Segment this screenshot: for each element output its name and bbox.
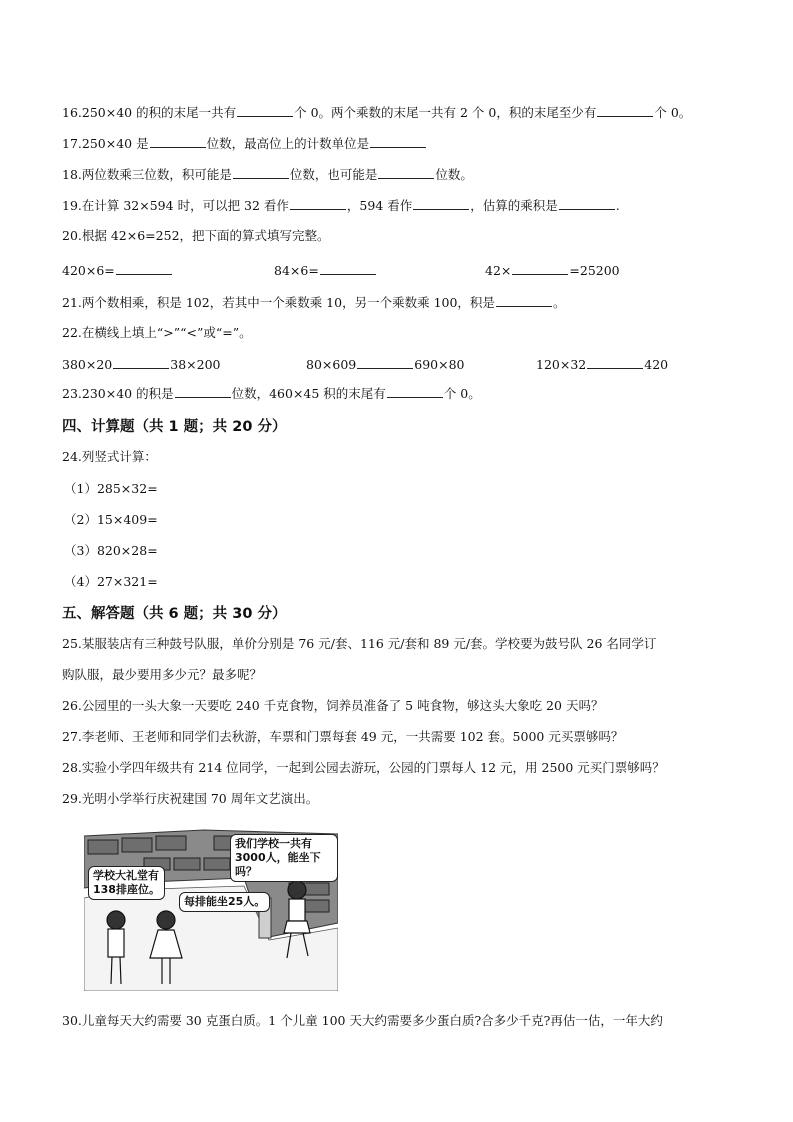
section-4-heading: 四、计算题（共 1 题；共 20 分） bbox=[62, 419, 287, 435]
answer-blank[interactable] bbox=[233, 166, 289, 179]
q24-item-2: （2）15×409= bbox=[64, 512, 158, 527]
q24-item-4: （4）27×321= bbox=[64, 574, 158, 589]
question-25-line-1: 25.某服装店有三种鼓号队服，单价分别是 76 元/套、116 元/套和 89 元/套。学校要为鼓号队 26 名同学订 bbox=[62, 636, 657, 651]
q22-item-2: 80×609 690×80 bbox=[306, 357, 465, 372]
answer-blank[interactable] bbox=[237, 104, 293, 117]
auditorium-illustration bbox=[84, 828, 338, 991]
q22-item-1: 380×20 38×200 bbox=[62, 357, 221, 372]
speech-bubble-3: 我们学校一共有 3000人，能坐下吗？ bbox=[230, 834, 338, 882]
question-18: 18.两位数乘三位数，积可能是 位数，也可能是 位数。 bbox=[62, 167, 473, 182]
answer-blank[interactable] bbox=[496, 294, 552, 307]
answer-blank[interactable] bbox=[413, 197, 469, 210]
speech-bubble-2: 每排能坐25人。 bbox=[179, 892, 270, 912]
answer-blank[interactable] bbox=[378, 166, 434, 179]
answer-blank[interactable] bbox=[113, 356, 169, 369]
answer-blank[interactable] bbox=[150, 135, 206, 148]
question-30: 30.儿童每天大约需要 30 克蛋白质。1 个儿童 100 天大约需要多少蛋白质?合多少千克?再估一估，一年大约 bbox=[62, 1013, 663, 1028]
answer-blank[interactable] bbox=[290, 197, 346, 210]
question-24: 24.列竖式计算： bbox=[62, 449, 157, 464]
question-21: 21.两个数相乘，积是 102，若其中一个乘数乘 10，另一个乘数乘 100，积是 。 bbox=[62, 295, 566, 310]
answer-blank[interactable] bbox=[116, 262, 172, 275]
question-22: 22.在横线上填上“>”“<”或“=”。 bbox=[62, 325, 252, 340]
q20-item-1: 420×6= bbox=[62, 262, 173, 278]
answer-blank[interactable] bbox=[587, 356, 643, 369]
q20-item-2: 84×6= bbox=[274, 262, 377, 278]
question-19: 19.在计算 32×594 时，可以把 32 看作 ，594 看作 ，估算的乘积是 . bbox=[62, 198, 620, 213]
answer-blank[interactable] bbox=[597, 104, 653, 117]
answer-blank[interactable] bbox=[320, 262, 376, 275]
question-16: 16.250×40 的积的末尾一共有 个 0。两个乘数的末尾一共有 2 个 0，积的末尾至少有 个 0。 bbox=[62, 105, 692, 120]
question-20: 20.根据 42×6=252，把下面的算式填写完整。 bbox=[62, 228, 330, 243]
answer-blank[interactable] bbox=[512, 262, 568, 275]
question-27: 27.李老师、王老师和同学们去秋游，车票和门票每套 49 元，一共需要 102 套。5000 元买票够吗？ bbox=[62, 729, 624, 744]
question-29: 29.光明小学举行庆祝建国 70 周年文艺演出。 bbox=[62, 791, 319, 806]
answer-blank[interactable] bbox=[370, 135, 426, 148]
question-26: 26.公园里的一头大象一天要吃 240 千克食物，饲养员准备了 5 吨食物，够这头大象吃 20 天吗？ bbox=[62, 698, 604, 713]
question-28: 28.实验小学四年级共有 214 位同学，一起到公园去游玩，公园的门票每人 12 元，用 2500 元买门票够吗？ bbox=[62, 760, 665, 775]
speech-bubble-1: 学校大礼堂有 138排座位。 bbox=[88, 866, 165, 900]
question-17: 17.250×40 是 位数，最高位上的计数单位是 bbox=[62, 135, 427, 152]
question-25-line-2: 购队服，最少要用多少元？最多呢？ bbox=[62, 667, 263, 682]
question-23: 23.230×40 的积是 位数，460×45 积的末尾有 个 0。 bbox=[62, 386, 481, 401]
answer-blank[interactable] bbox=[175, 385, 231, 398]
answer-blank[interactable] bbox=[387, 385, 443, 398]
answer-blank[interactable] bbox=[559, 197, 615, 210]
q20-item-3: 42× =25200 bbox=[485, 263, 620, 278]
section-5-heading: 五、解答题（共 6 题；共 30 分） bbox=[62, 606, 287, 622]
q24-item-1: （1）285×32= bbox=[64, 481, 158, 496]
answer-blank[interactable] bbox=[357, 356, 413, 369]
q22-item-3: 120×32 420 bbox=[536, 357, 669, 372]
q24-item-3: （3）820×28= bbox=[64, 543, 158, 558]
